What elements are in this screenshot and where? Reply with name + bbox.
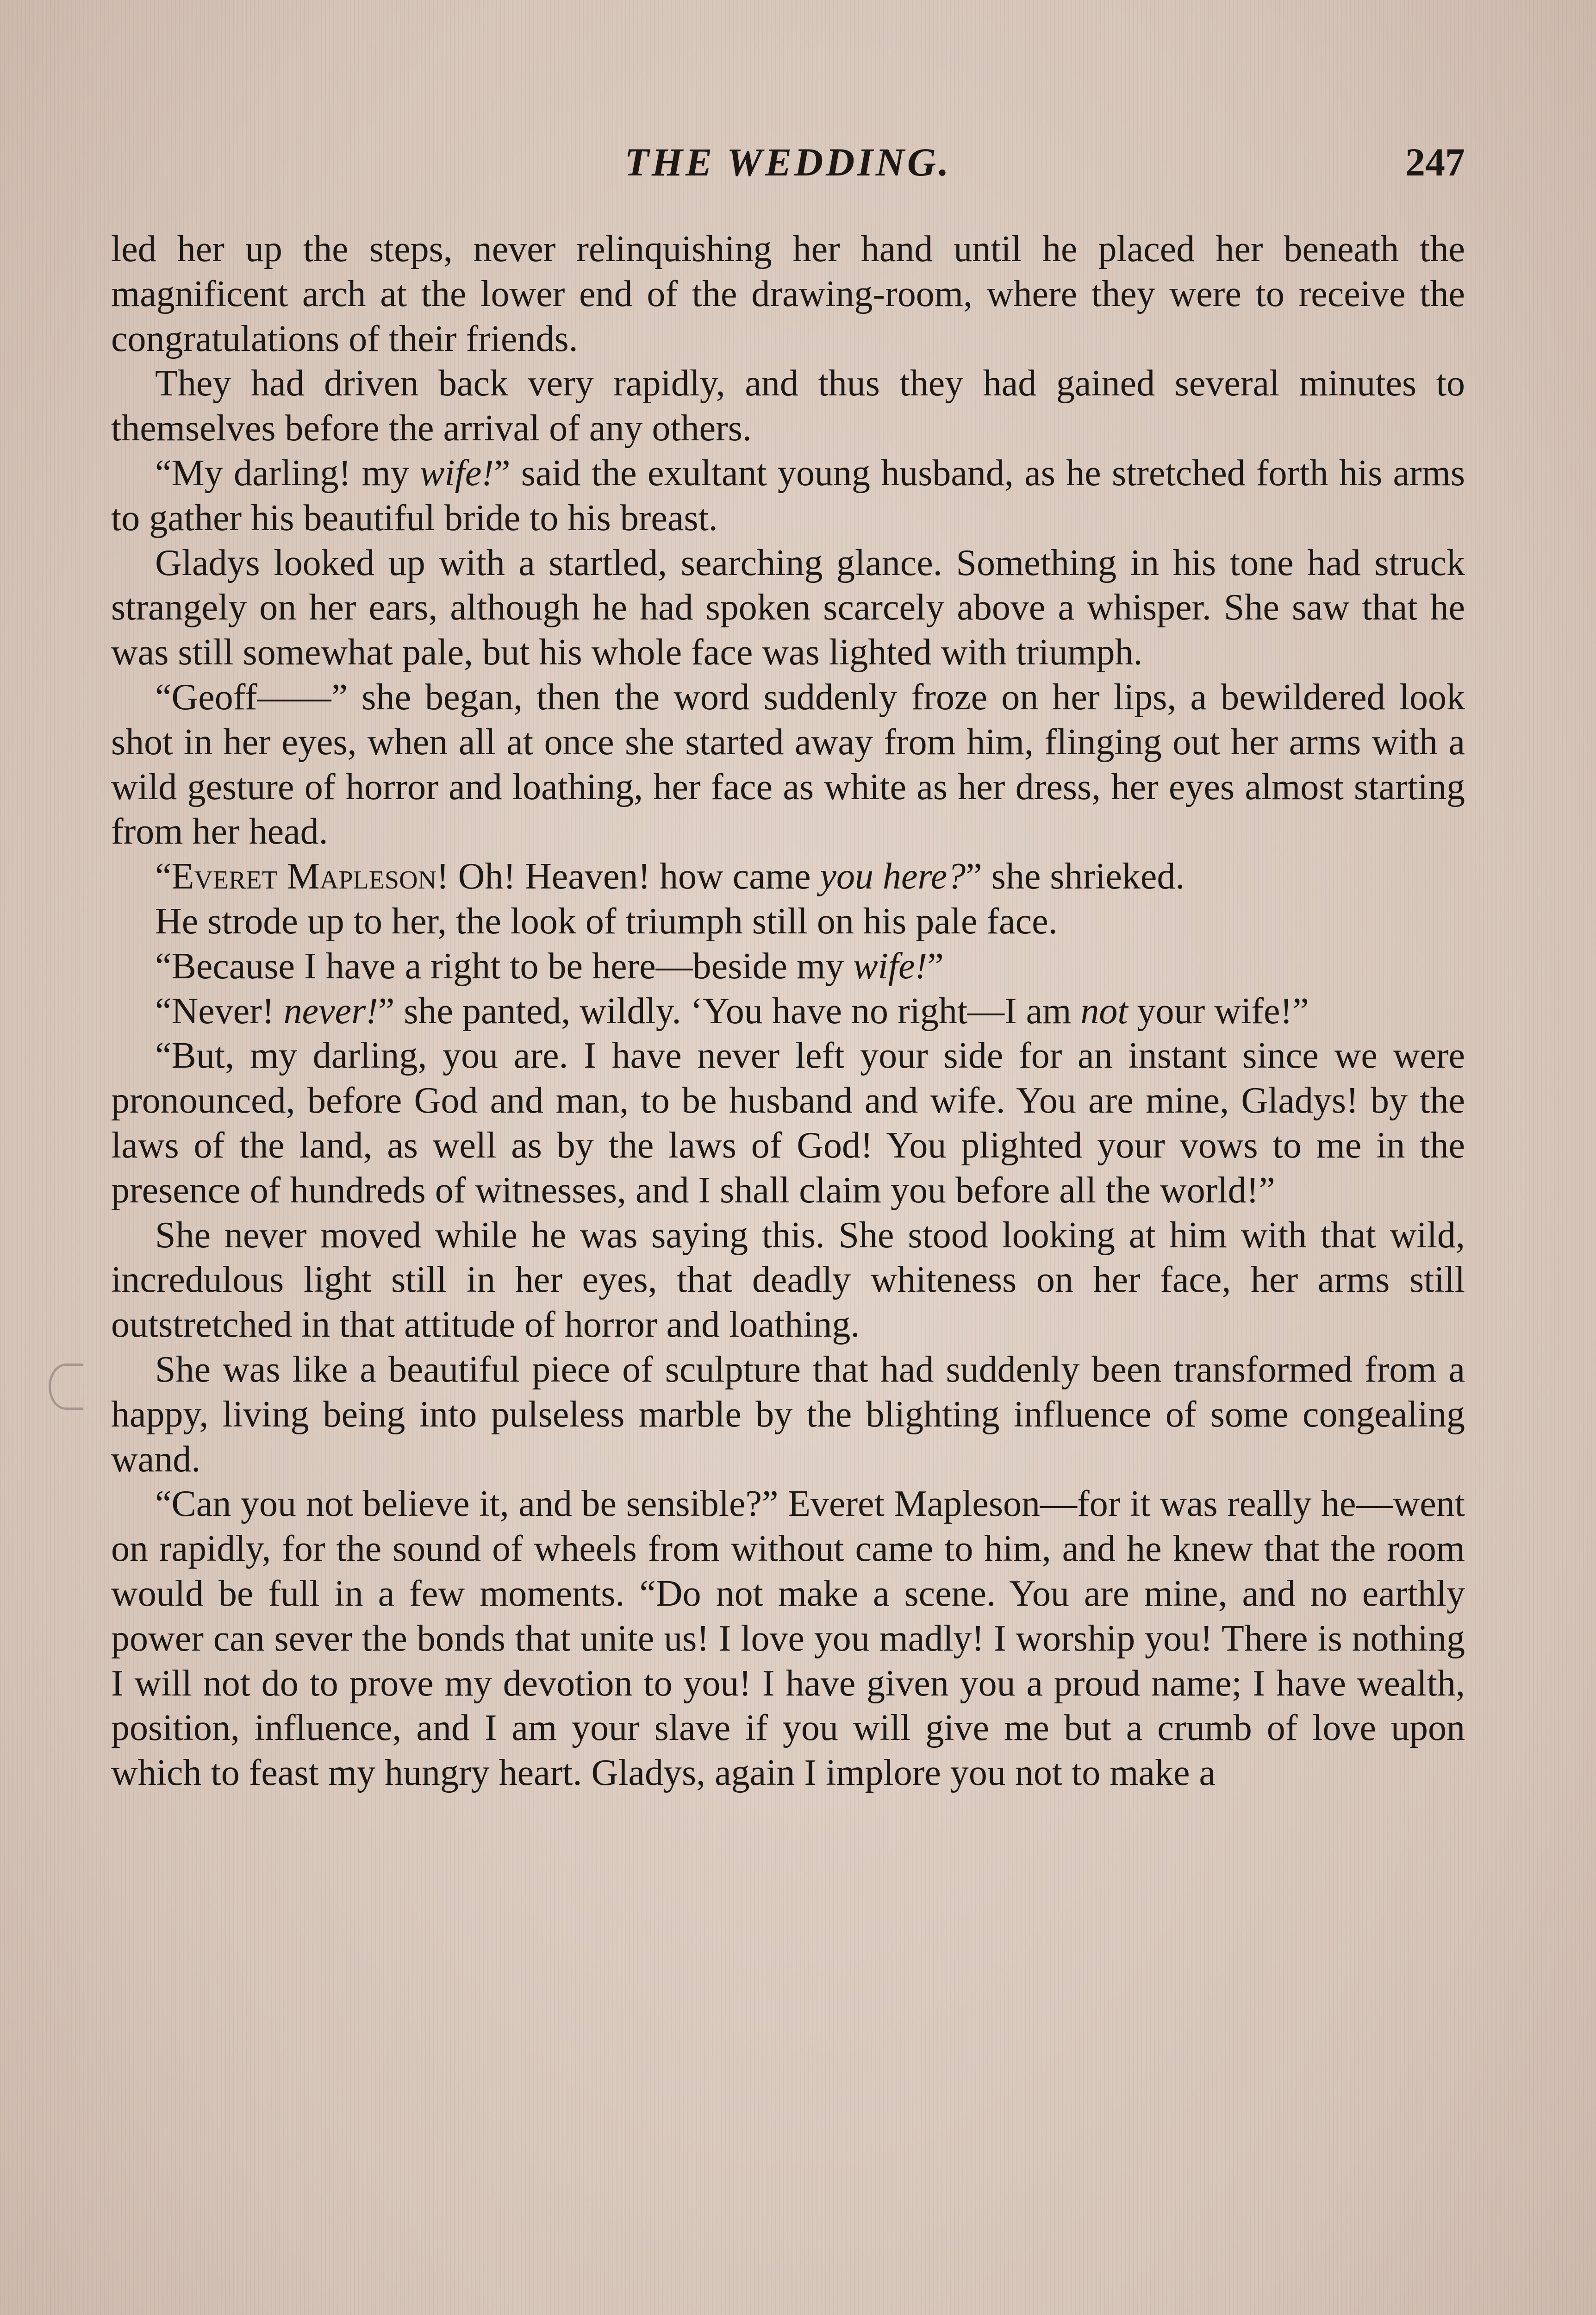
text-segment: wife! [853, 945, 928, 987]
text-segment: Everet Mapleson [171, 856, 436, 897]
text-segment: ” [927, 945, 944, 987]
page-header [111, 139, 1465, 190]
text-segment: wife! [420, 452, 494, 494]
text-segment: They had driven back very rapidly, and thus they had gained several minutes to themselves before the arrival of any others. [111, 363, 1465, 449]
text-segment: She was like a beautiful piece of sculpture that had suddenly been transformed from a happy, living being into pulseless marble by the blighting influence of some congealing wand. [111, 1349, 1465, 1480]
text-segment: never! [283, 990, 378, 1032]
paragraph [111, 899, 1465, 944]
text-segment: “Geoff——” she began, then the word suddenly froze on her lips, a bewildered look shot in her eyes, when all at once she started away from him, flinging out her arms with a wild gesture of horror and loathing, her face as white as her dress, her eyes almost starting from her head. [111, 676, 1465, 852]
paragraph [111, 1213, 1465, 1347]
paragraph [111, 227, 1465, 361]
text-segment: She never moved while he was saying this. She stood looking at him with that wild, incredulous light still in her eyes, that deadly whiteness on her face, her arms still outstretched in that attitude of horror and loathing. [111, 1214, 1465, 1345]
text-segment: “My darling! my [155, 452, 420, 494]
text-segment: led her up the steps, never relinquishing her hand until he placed her beneath the magnificent arch at the lower end of the drawing-room, where they were to receive the congratulations of their friends. [111, 229, 1465, 359]
text-segment: your wife!” [1128, 990, 1309, 1032]
text-segment: ” she panted, wildly. ‘You have no right—I am [378, 990, 1081, 1032]
page-number: 247 [1405, 140, 1465, 184]
text-segment: “Can you not believe it, and be sensible?” Everet Mapleson—for it was really he—went on rapidly, for the sound of wheels from without came to him, and he knew that the room would be full in a few moments. “Do not make a scene. You are mine, and no earthly power can sever the bonds that unite us! I love you madly! I worship you! There is nothing I will not do to prove my devotion to you! I have given you a proud name; I have wealth, position, influence, and I am your slave if you will give me but a crumb of love upon which to feast my hungry heart. Gladys, again I implore you not to make a [111, 1483, 1465, 1794]
paragraph [111, 675, 1465, 854]
paragraph [111, 944, 1465, 989]
text-segment: you here? [820, 856, 966, 897]
paragraph [111, 1482, 1465, 1796]
paragraph [111, 989, 1465, 1034]
text-segment: “ [155, 856, 172, 897]
running-head: THE WEDDING. [624, 140, 952, 184]
body-text [111, 227, 1465, 1796]
text-segment: He strode up to her, the look of triumph still on his pale face. [155, 901, 1058, 942]
paragraph [111, 854, 1465, 899]
paragraph [111, 361, 1465, 451]
margin-pencil-mark [49, 1364, 83, 1410]
text-segment: “Because I have a right to be here—beside my [155, 945, 854, 987]
paragraph [111, 451, 1465, 541]
text-segment: “Never! [155, 990, 284, 1032]
text-segment: Gladys looked up with a startled, searching glance. Something in his tone had struck strangely on her ears, although he had spoken scarcely above a whisper. She saw that he was still somewhat pale, but his whole face was lighted with triumph. [111, 542, 1465, 673]
paragraph [111, 1033, 1465, 1213]
text-segment: not [1080, 990, 1128, 1032]
text-segment: “But, my darling, you are. I have never left your side for an instant since we were pronounced, before God and man, to be husband and wife. You are mine, Gladys! by the laws of the land, as well as by the laws of God! You plighted your vows to me in the presence of hundreds of witnesses, and I shall claim you before all the world!” [111, 1035, 1465, 1211]
text-segment: ! Oh! Heaven! how came [436, 856, 820, 897]
paragraph [111, 1347, 1465, 1482]
text-segment: ” said the exultant young husband, as he stretched forth his arms to gather his beautiful bride to his breast. [111, 452, 1465, 538]
text-segment: ” she shrieked. [966, 856, 1185, 897]
paragraph [111, 541, 1465, 675]
